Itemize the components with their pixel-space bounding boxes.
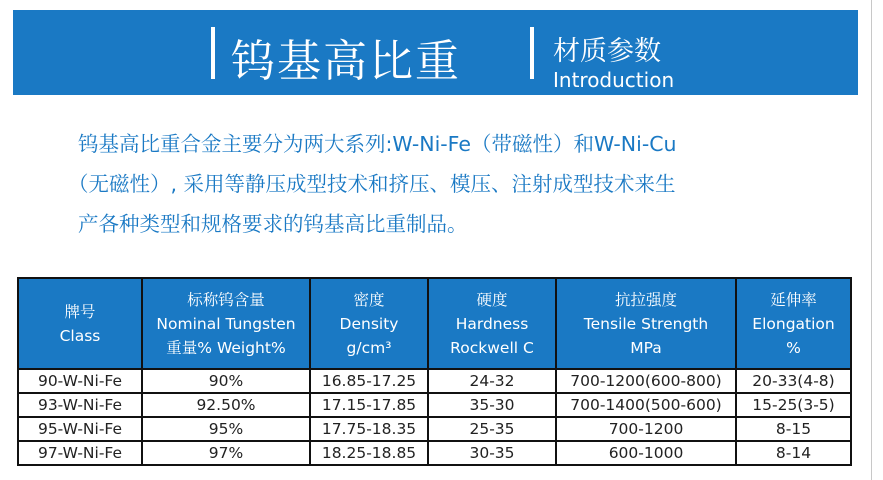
page-edge-divider: [871, 0, 872, 480]
header-elongation: [736, 278, 851, 369]
cell-hardness: 24-32: [428, 369, 556, 393]
cell-class: 97-W-Ni-Fe: [18, 441, 142, 465]
header-hardness-en: Hardness: [455, 314, 529, 333]
table-row: [18, 393, 851, 417]
specification-table: [17, 277, 852, 466]
cell-hardness: 30-35: [428, 441, 556, 465]
header-tungsten-cn: 标称钨含量: [187, 290, 265, 309]
cell-class: 93-W-Ni-Fe: [18, 393, 142, 417]
cell-class: 95-W-Ni-Fe: [18, 417, 142, 441]
header-elongation-en: Elongation: [752, 314, 835, 333]
cell-density: 17.75-18.35: [310, 417, 428, 441]
header-class-en: Class: [59, 326, 101, 345]
header-tensile-unit: MPa: [630, 338, 662, 357]
cell-class: 90-W-Ni-Fe: [18, 369, 142, 393]
divider-bar-right: [530, 27, 534, 79]
header-tensile-strength: [556, 278, 736, 369]
header-density: [310, 278, 428, 369]
intro-paragraph: [68, 124, 848, 244]
table-row: [18, 417, 851, 441]
header-elongation-unit: %: [786, 338, 801, 357]
header-density-cn: 密度: [353, 290, 385, 309]
cell-elongation: 8-15: [736, 417, 851, 441]
cell-density: 16.85-17.25: [310, 369, 428, 393]
header-tungsten-unit: 重量% Weight%: [166, 338, 286, 357]
table-row: [18, 441, 851, 465]
cell-elongation: 20-33(4-8): [736, 369, 851, 393]
header-tensile-cn: 抗拉强度: [614, 290, 677, 309]
intro-line-2: （无磁性）, 采用等静压成型技术和挤压、模压、注射成型技术来生: [68, 172, 676, 196]
intro-line-1: 钨基高比重合金主要分为两大系列:W-Ni-Fe（带磁性）和W-Ni-Cu: [78, 132, 677, 156]
cell-tensile: 600-1000: [556, 441, 736, 465]
cell-tensile: 700-1200(600-800): [556, 369, 736, 393]
cell-elongation: 15-25(3-5): [736, 393, 851, 417]
header-hardness: [428, 278, 556, 369]
cell-tungsten: 97%: [142, 441, 310, 465]
header-class-cn: 牌号: [64, 302, 96, 321]
intro-line-3: 产各种类型和规格要求的钨基高比重制品。: [78, 212, 468, 236]
cell-density: 17.15-17.85: [310, 393, 428, 417]
cell-tungsten: 90%: [142, 369, 310, 393]
header-nominal-tungsten: [142, 278, 310, 369]
table-header-row: [18, 278, 851, 369]
title-banner: [13, 10, 858, 95]
header-hardness-unit: Rockwell C: [450, 338, 534, 357]
cell-tensile: 700-1400(500-600): [556, 393, 736, 417]
cell-tungsten: 92.50%: [142, 393, 310, 417]
cell-tensile: 700-1200: [556, 417, 736, 441]
table-row: [18, 369, 851, 393]
section-subtitle-english: Introduction: [553, 68, 675, 92]
header-density-en: Density: [339, 314, 399, 333]
cell-hardness: 35-30: [428, 393, 556, 417]
header-class: [18, 278, 142, 369]
cell-density: 18.25-18.85: [310, 441, 428, 465]
header-elongation-cn: 延伸率: [770, 290, 817, 309]
header-tensile-en: Tensile Strength: [583, 314, 709, 333]
cell-hardness: 25-35: [428, 417, 556, 441]
header-density-unit: g/cm³: [346, 338, 392, 357]
cell-tungsten: 95%: [142, 417, 310, 441]
page-title: 钨基高比重: [231, 36, 461, 87]
cell-elongation: 8-14: [736, 441, 851, 465]
divider-bar-left: [211, 27, 215, 79]
header-hardness-cn: 硬度: [476, 290, 508, 309]
header-tungsten-en: Nominal Tungsten: [156, 314, 296, 333]
section-subtitle-chinese: 材质参数: [553, 36, 661, 67]
